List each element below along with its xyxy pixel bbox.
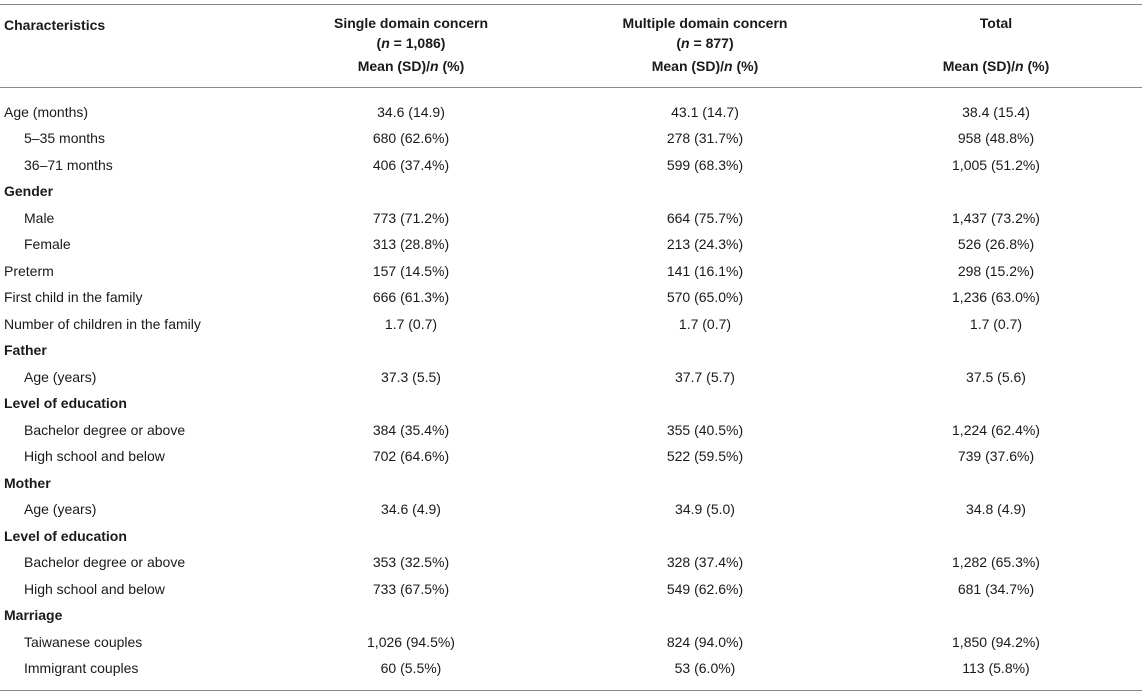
row-label: Age (months) bbox=[4, 103, 89, 120]
cell-total: 1,850 (94.2%) bbox=[952, 633, 1040, 650]
cell-total: 526 (26.8%) bbox=[957, 236, 1035, 253]
cell-single: 34.6 (4.9) bbox=[381, 501, 441, 518]
cell-single bbox=[262, 602, 560, 629]
header-multiple-title: Multiple domain concern bbox=[622, 15, 788, 31]
header-single-stat: Mean (SD)/n (%) bbox=[262, 53, 560, 88]
cell-multiple bbox=[560, 523, 850, 550]
row-label: Bachelor degree or above bbox=[24, 421, 186, 438]
cell-single: 680 (62.6%) bbox=[372, 130, 450, 147]
row-label: 5–35 months bbox=[24, 130, 105, 147]
cell-total: 38.4 (15.4) bbox=[962, 103, 1030, 120]
cell-total: 739 (37.6%) bbox=[957, 448, 1035, 465]
header-multiple-stat: Mean (SD)/n (%) bbox=[560, 53, 850, 88]
section-heading: Level of education bbox=[4, 527, 127, 544]
row-label: First child in the family bbox=[4, 289, 143, 306]
header-single-title: Single domain concern bbox=[333, 15, 489, 31]
cell-total: 1,282 (65.3%) bbox=[952, 554, 1040, 571]
row-label: Taiwanese couples bbox=[24, 633, 143, 650]
section-heading: Level of education bbox=[4, 395, 127, 412]
cell-total bbox=[850, 602, 1142, 629]
section-heading: Father bbox=[4, 342, 47, 359]
cell-multiple: 278 (31.7%) bbox=[666, 130, 744, 147]
cell-single: 60 (5.5%) bbox=[262, 655, 560, 690]
header-characteristics: Characteristics bbox=[0, 5, 262, 54]
cell-multiple: 549 (62.6%) bbox=[666, 580, 744, 597]
cell-multiple: 824 (94.0%) bbox=[666, 633, 744, 650]
row-label: High school and below bbox=[24, 580, 165, 597]
cell-total: 298 (15.2%) bbox=[957, 262, 1035, 279]
characteristics-table bbox=[0, 4, 1142, 691]
cell-total: 1,224 (62.4%) bbox=[952, 421, 1040, 438]
cell-single bbox=[262, 337, 560, 364]
cell-total bbox=[850, 470, 1142, 497]
cell-single: 157 (14.5%) bbox=[372, 262, 450, 279]
cell-total: 681 (34.7%) bbox=[957, 580, 1035, 597]
cell-multiple bbox=[560, 337, 850, 364]
row-label: Immigrant couples bbox=[0, 655, 262, 690]
header-single-domain bbox=[262, 5, 560, 54]
row-label: Male bbox=[24, 209, 55, 226]
cell-total bbox=[850, 178, 1142, 205]
cell-single bbox=[262, 470, 560, 497]
cell-single: 733 (67.5%) bbox=[372, 580, 450, 597]
header-single-n: (n = 1,086) bbox=[376, 35, 446, 51]
section-heading: Gender bbox=[4, 183, 54, 200]
cell-multiple: 1.7 (0.7) bbox=[678, 315, 732, 332]
cell-multiple bbox=[560, 602, 850, 629]
cell-multiple: 355 (40.5%) bbox=[666, 421, 744, 438]
table-header bbox=[0, 5, 1142, 88]
cell-total: 958 (48.8%) bbox=[957, 130, 1035, 147]
cell-single bbox=[262, 178, 560, 205]
row-label: Age (years) bbox=[24, 368, 97, 385]
row-label: Number of children in the family bbox=[4, 315, 201, 332]
cell-single: 353 (32.5%) bbox=[372, 554, 450, 571]
table-body bbox=[0, 88, 1142, 691]
cell-total bbox=[850, 390, 1142, 417]
cell-single: 384 (35.4%) bbox=[372, 421, 450, 438]
section-heading: Marriage bbox=[4, 607, 63, 624]
header-total-title: Total bbox=[979, 15, 1013, 31]
header-total bbox=[850, 5, 1142, 54]
header-total-stat: Mean (SD)/n (%) bbox=[850, 53, 1142, 88]
cell-single bbox=[262, 390, 560, 417]
cell-total: 34.8 (4.9) bbox=[966, 501, 1026, 518]
cell-total bbox=[850, 523, 1142, 550]
cell-single: 702 (64.6%) bbox=[372, 448, 450, 465]
cell-total bbox=[850, 337, 1142, 364]
cell-multiple: 141 (16.1%) bbox=[666, 262, 744, 279]
cell-total: 1,005 (51.2%) bbox=[952, 156, 1040, 173]
cell-total: 1,236 (63.0%) bbox=[952, 289, 1040, 306]
cell-single: 406 (37.4%) bbox=[372, 156, 450, 173]
cell-multiple bbox=[560, 390, 850, 417]
cell-single: 313 (28.8%) bbox=[372, 236, 450, 253]
cell-total: 1.7 (0.7) bbox=[969, 315, 1023, 332]
cell-single: 666 (61.3%) bbox=[372, 289, 450, 306]
row-label: Bachelor degree or above bbox=[24, 554, 186, 571]
cell-multiple: 328 (37.4%) bbox=[666, 554, 744, 571]
cell-total: 1,437 (73.2%) bbox=[952, 209, 1040, 226]
section-heading: Mother bbox=[4, 474, 51, 491]
row-label: Preterm bbox=[4, 262, 54, 279]
cell-total: 113 (5.8%) bbox=[850, 655, 1142, 690]
cell-multiple: 213 (24.3%) bbox=[666, 236, 744, 253]
row-label: Age (years) bbox=[24, 501, 97, 518]
cell-total: 37.5 (5.6) bbox=[966, 368, 1026, 385]
cell-multiple: 43.1 (14.7) bbox=[671, 103, 739, 120]
cell-single bbox=[262, 523, 560, 550]
row-label: 36–71 months bbox=[24, 156, 113, 173]
cell-multiple: 34.9 (5.0) bbox=[675, 501, 735, 518]
cell-multiple: 53 (6.0%) bbox=[560, 655, 850, 690]
cell-multiple: 599 (68.3%) bbox=[666, 156, 744, 173]
header-multiple-domain bbox=[560, 5, 850, 54]
cell-single: 1,026 (94.5%) bbox=[367, 633, 455, 650]
cell-multiple: 664 (75.7%) bbox=[666, 209, 744, 226]
row-label: High school and below bbox=[24, 448, 165, 465]
header-blank bbox=[0, 53, 262, 88]
cell-multiple: 522 (59.5%) bbox=[666, 448, 744, 465]
cell-single: 37.3 (5.5) bbox=[381, 368, 441, 385]
cell-multiple bbox=[560, 470, 850, 497]
cell-multiple: 570 (65.0%) bbox=[666, 289, 744, 306]
cell-multiple bbox=[560, 178, 850, 205]
cell-multiple: 37.7 (5.7) bbox=[675, 368, 735, 385]
row-label: Female bbox=[24, 236, 71, 253]
cell-single: 773 (71.2%) bbox=[372, 209, 450, 226]
header-multiple-n: (n = 877) bbox=[676, 35, 734, 51]
cell-single: 34.6 (14.9) bbox=[377, 103, 445, 120]
cell-single: 1.7 (0.7) bbox=[384, 315, 438, 332]
